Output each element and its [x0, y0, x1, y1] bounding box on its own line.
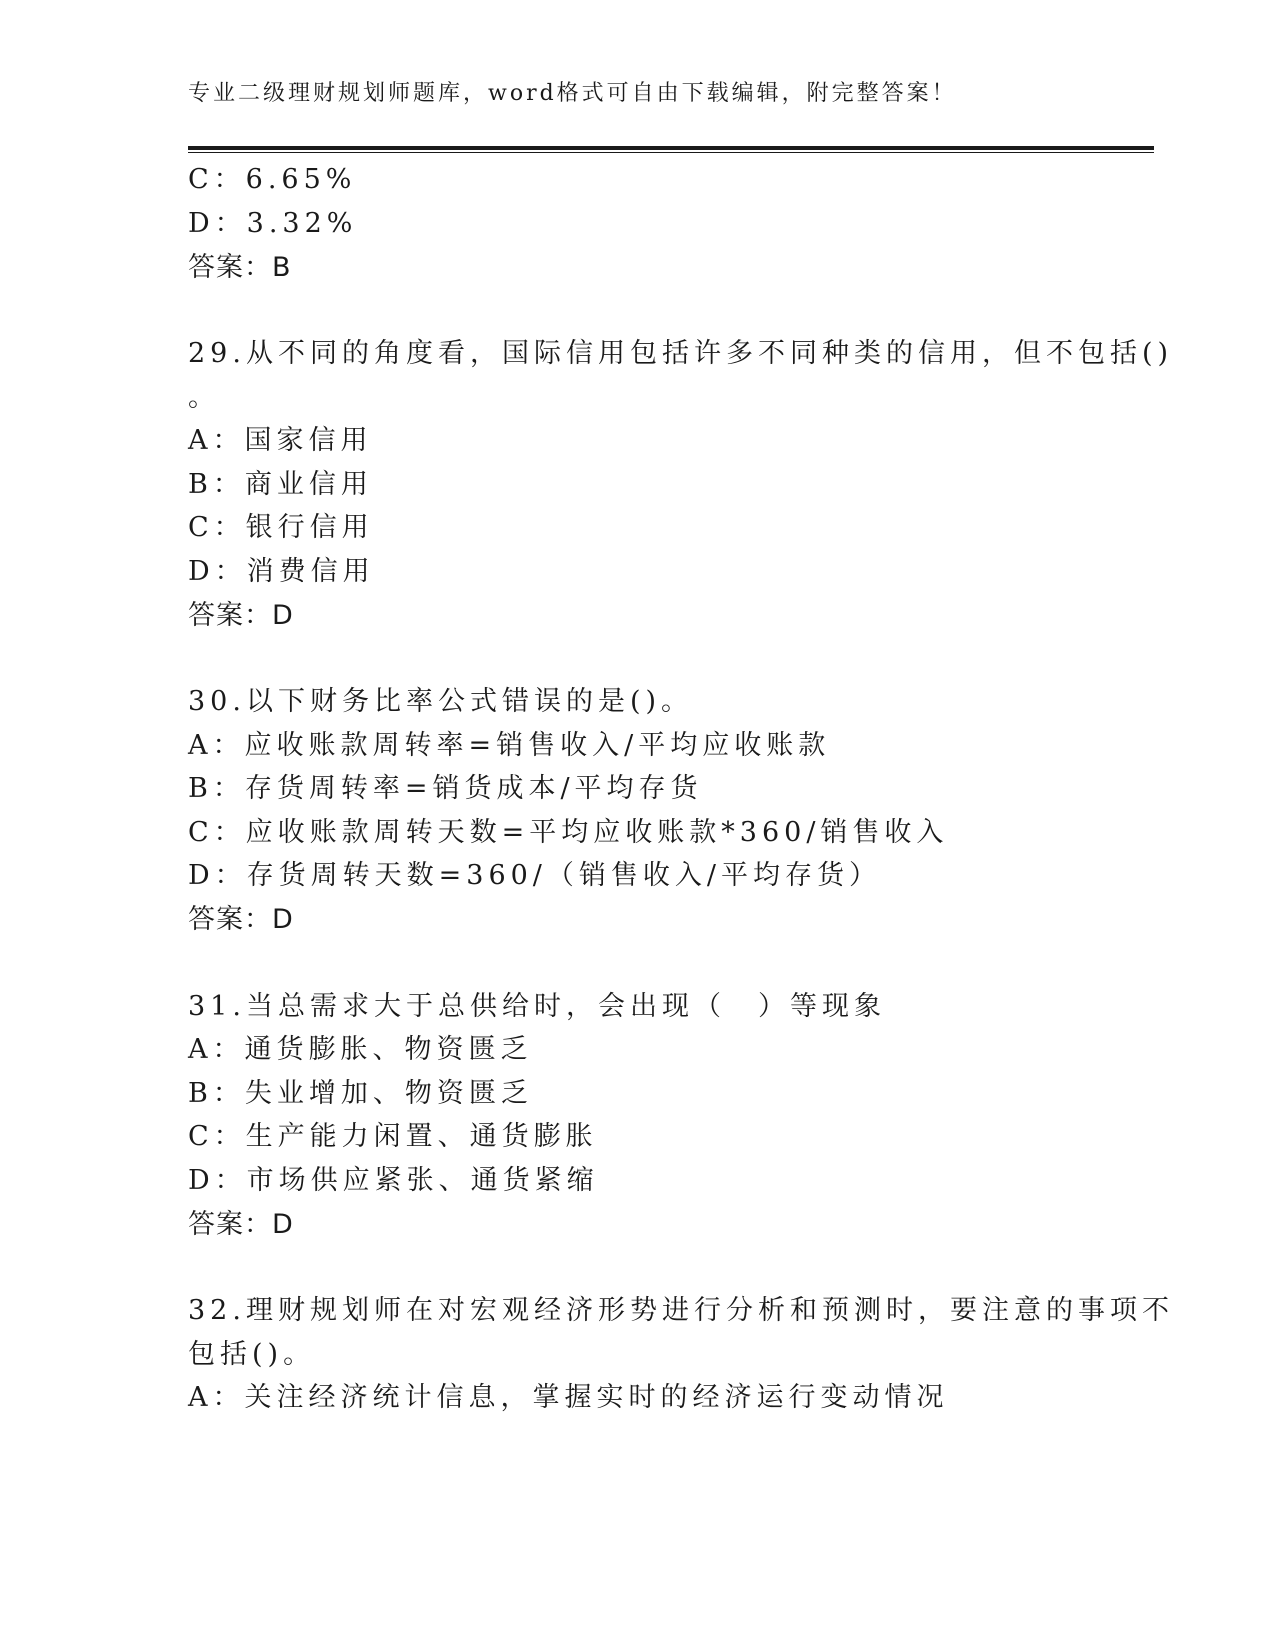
answer-q29: 答案：D: [188, 600, 294, 631]
option-c-q31: C：生产能力闲置、通货膨胀: [188, 1121, 598, 1152]
header-rule: [188, 146, 1154, 150]
question-31: 31.当总需求大于总供给时，会出现（ ）等现象: [188, 991, 886, 1022]
header-rule-thin: [188, 152, 1154, 153]
question-32-continued: 包括()。: [188, 1339, 316, 1370]
option-b-q31: B：失业增加、物资匮乏: [188, 1078, 533, 1109]
option-d-q28: D：3.32%: [188, 208, 358, 239]
question-32: 32.理财规划师在对宏观经济形势进行分析和预测时，要注意的事项不: [188, 1295, 1174, 1326]
option-a-q29: A：国家信用: [188, 425, 373, 456]
option-d-q29: D：消费信用: [188, 556, 375, 587]
question-29-continued: 。: [188, 382, 220, 413]
option-b-q29: B：商业信用: [188, 469, 373, 500]
option-a-q32: A：关注经济统计信息，掌握实时的经济运行变动情况: [188, 1382, 949, 1413]
option-c-q29: C：银行信用: [188, 512, 374, 543]
question-29: 29.从不同的角度看，国际信用包括许多不同种类的信用，但不包括(): [188, 338, 1174, 369]
option-b-q30: B：存货周转率=销货成本/平均存货: [188, 773, 703, 804]
option-d-q31: D：市场供应紧张、通货紧缩: [188, 1165, 599, 1196]
option-a-q30: A：应收账款周转率=销售收入/平均应收账款: [188, 730, 831, 761]
option-c-q28: C：6.65%: [188, 164, 357, 195]
option-c-q30: C：应收账款周转天数=平均应收账款*360/销售收入: [188, 817, 949, 848]
answer-q31: 答案：D: [188, 1209, 294, 1240]
page-header: 专业二级理财规划师题库，word格式可自由下载编辑，附完整答案！: [188, 81, 957, 106]
question-30: 30.以下财务比率公式错误的是()。: [188, 686, 694, 717]
answer-q30: 答案：D: [188, 904, 294, 935]
option-d-q30: D：存货周转天数=360/（销售收入/平均存货）: [188, 860, 881, 891]
option-a-q31: A：通货膨胀、物资匮乏: [188, 1034, 533, 1065]
answer-q28: 答案：B: [188, 252, 292, 283]
